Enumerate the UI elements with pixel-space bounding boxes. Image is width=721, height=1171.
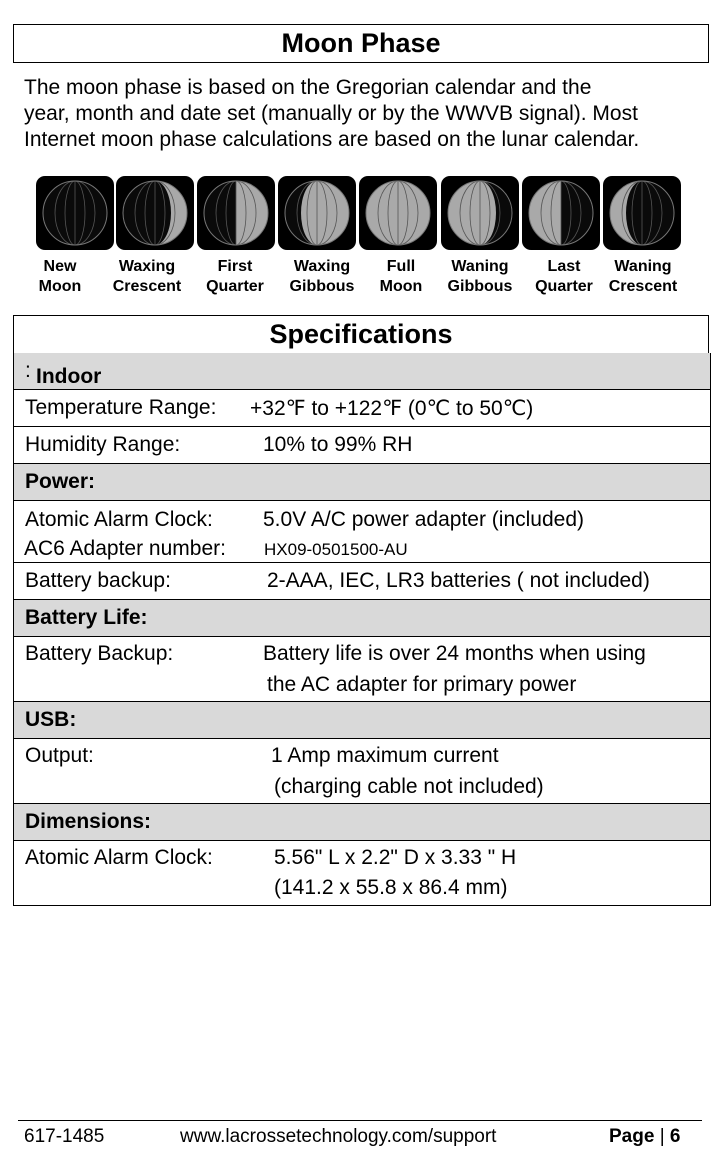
power-header-row — [14, 464, 710, 501]
battery-life-line2: the AC adapter for primary power — [267, 673, 577, 696]
intro-line: Internet moon phase calculations are based on the lunar calendar. — [24, 128, 640, 151]
moon-label-waning-gibbous: Waning Gibbous — [447, 258, 513, 295]
moon-label-last-quarter: Last Quarter — [535, 258, 593, 295]
moon-graphic — [36, 176, 114, 250]
power-heading: Power: — [25, 470, 96, 493]
dimensions-label: Atomic Alarm Clock: — [25, 846, 213, 869]
moon-lit-area — [236, 181, 268, 245]
adapter-label: AC6 Adapter number: — [24, 537, 226, 560]
usb-line1: 1 Amp maximum current — [271, 744, 499, 767]
intro-line: year, month and date set (manually or by the WWVB signal). Most — [24, 102, 638, 125]
moon-label-new: New Moon — [38, 258, 82, 295]
battery-life-row — [14, 637, 710, 702]
footer-divider — [18, 1120, 702, 1121]
moon-lit-area — [301, 181, 349, 245]
battery-life-label: Battery Backup: — [25, 642, 174, 665]
temperature-value: +32℉ to +122℉ (0℃ to 50℃) — [250, 397, 534, 420]
footer-page-number — [609, 1126, 681, 1148]
clock-label: Atomic Alarm Clock: — [25, 508, 213, 531]
usb-header-row — [14, 702, 710, 739]
moon-label-waxing-crescent: Waxing Crescent — [112, 258, 182, 295]
page-number: 6 — [669, 1126, 681, 1147]
specifications-table — [13, 353, 711, 906]
usb-heading: USB: — [25, 708, 77, 731]
moon-full-icon — [359, 176, 437, 250]
usb-line2: (charging cable not included) — [274, 775, 544, 798]
moon-graphic — [522, 176, 600, 250]
temperature-row — [14, 390, 710, 427]
moon-last-quarter-icon — [522, 176, 600, 250]
humidity-label: Humidity Range: — [25, 433, 181, 456]
battery-label: Battery backup: — [25, 569, 171, 592]
usb-label: Output: — [25, 744, 94, 767]
moon-graphic — [116, 176, 194, 250]
moon-graphic — [441, 176, 519, 250]
dimensions-header-row — [14, 804, 710, 841]
dimensions-line2: (141.2 x 55.8 x 86.4 mm) — [274, 876, 508, 899]
moon-phase-title: Moon Phase — [13, 24, 709, 63]
battery-life-line1: Battery life is over 24 months when using — [263, 642, 646, 665]
indoor-header-row: Indoor : — [14, 353, 710, 390]
moon-waning-gibbous-icon — [441, 176, 519, 250]
page-separator: | — [659, 1126, 665, 1147]
moon-label-full: Full Moon — [379, 258, 423, 295]
moon-waning-crescent-icon — [603, 176, 681, 250]
humidity-row — [14, 427, 710, 464]
moon-label-waning-crescent: Waning Crescent — [608, 258, 678, 295]
moon-new-icon — [36, 176, 114, 250]
moon-lit-area — [448, 181, 496, 245]
moon-waxing-gibbous-icon — [278, 176, 356, 250]
intro-line: The moon phase is based on the Gregorian calendar and the — [24, 76, 592, 99]
indoor-heading: Indoor — [36, 365, 102, 388]
humidity-value: 10% to 99% RH — [263, 433, 413, 456]
temperature-label: Temperature Range: — [25, 396, 217, 419]
dimensions-line1: 5.56" L x 2.2" D x 3.33 " H — [274, 846, 517, 869]
moon-graphic — [359, 176, 437, 250]
moon-waxing-crescent-icon — [116, 176, 194, 250]
page-label: Page — [609, 1126, 655, 1147]
moon-label-waxing-gibbous: Waxing Gibbous — [289, 258, 355, 295]
power-clock-row — [14, 501, 710, 563]
battery-backup-row — [14, 563, 710, 600]
adapter-value: HX09-0501500-AU — [264, 540, 408, 559]
moon-graphic — [197, 176, 275, 250]
specifications-title: Specifications — [13, 315, 709, 354]
dimensions-heading: Dimensions: — [25, 810, 152, 833]
usb-row — [14, 739, 710, 804]
moon-label-first-quarter: First Quarter — [206, 258, 264, 295]
moon-lit-area — [529, 181, 561, 245]
footer-model-number: 617-1485 — [24, 1126, 105, 1147]
footer-support-url: www.lacrossetechnology.com/support — [180, 1126, 497, 1147]
moon-graphic — [278, 176, 356, 250]
battery-life-header-row — [14, 600, 710, 637]
moon-phase-intro — [24, 75, 714, 153]
battery-life-heading: Battery Life: — [25, 606, 148, 629]
clock-value: 5.0V A/C power adapter (included) — [263, 508, 585, 531]
moon-graphic — [603, 176, 681, 250]
dimensions-row — [14, 841, 710, 906]
battery-value: 2-AAA, IEC, LR3 batteries ( not included) — [267, 569, 650, 592]
moon-first-quarter-icon — [197, 176, 275, 250]
